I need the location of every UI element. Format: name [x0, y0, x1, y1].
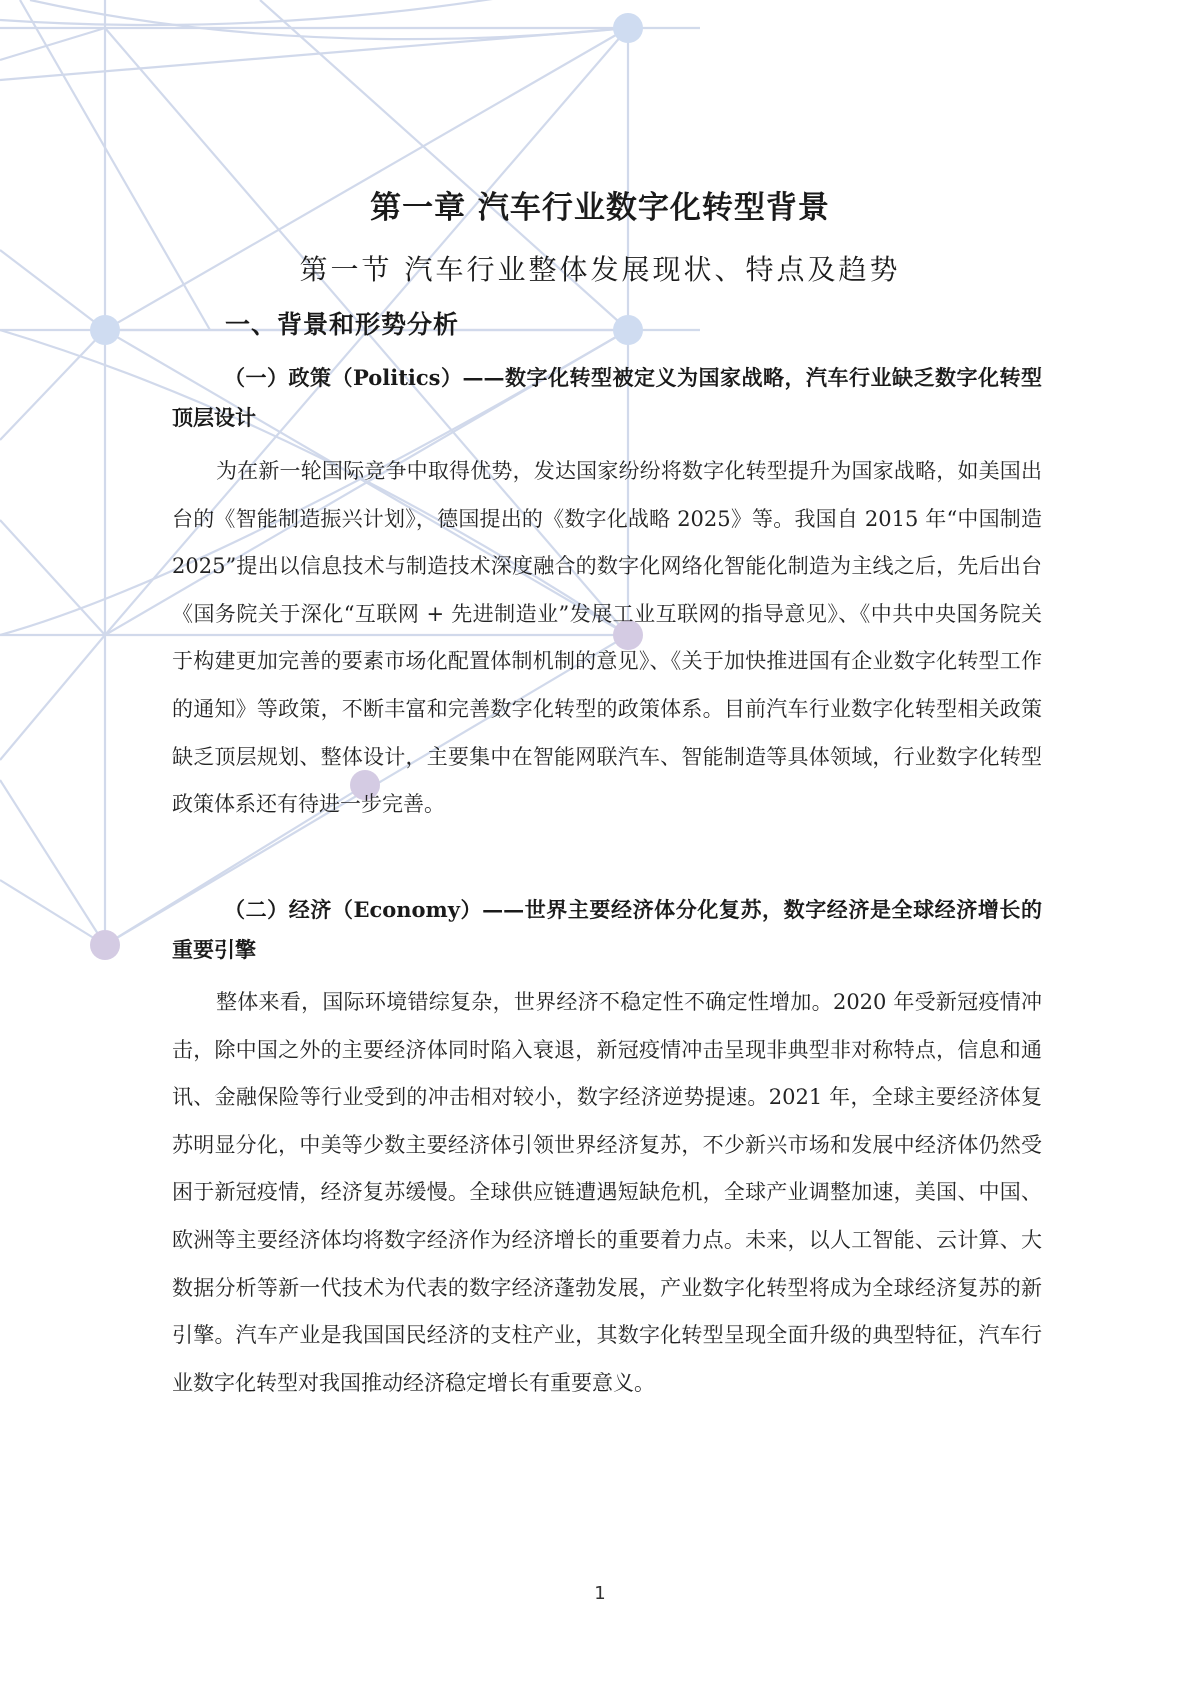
chapter-title: 第一章 汽车行业数字化转型背景	[370, 190, 830, 226]
heading-background-analysis: 一、背景和形势分析	[225, 310, 460, 339]
paragraph-economy: 整体来看，国际环境错综复杂，世界经济不稳定性不确定性增加。2020 年受新冠疫情冲击，除中国之外的主要经济体同时陷入衰退，新冠疫情冲击呈现非典型非对称特点，信息和通讯、金融保险等行业受到的冲击相对较小，数字经济逆势提速。2021 年，全球主要经济体复苏明显分化，中美等少数主要经济体引领世界经济复苏，不少新兴市场和发展中经济体仍然受困于新冠疫情，经济复苏缓慢。全球供应链遭遇短缺危机，全球产业调整加速，美国、中国、欧洲等主要经济体均将数字经济作为经济增长的重要着力点。未来，以人工智能、云计算、大数据分析等新一代技术为代表的数字经济蓬勃发展，产业数字化转型将成为全球经济复苏的新引擎。汽车产业是我国国民经济的支柱产业，其数字化转型呈现全面升级的典型特征，汽车行业数字化转型对我国推动经济稳定增长有重要意义。	[172, 990, 1042, 1395]
paragraph-politics: 为在新一轮国际竞争中取得优势，发达国家纷纷将数字化转型提升为国家战略，如美国出台的《智能制造振兴计划》，德国提出的《数字化战略 2025》等。我国自 2015 年“中国制造 2025”提出以信息技术与制造技术深度融合的数字化网络化智能化制造为主线之后，先后出台《国务院关于深化“互联网 + 先进制造业”发展工业互联网的指导意见》、《中共中央国务院关于构建更加完善的要素市场化配置体制机制的意见》、《关于加快推进国有企业数字化转型工作的通知》等政策，不断丰富和完善数字化转型的政策体系。目前汽车行业数字化转型相关政策缺乏顶层规划、整体设计，主要集中在智能网联汽车、智能制造等具体领域，行业数字化转型政策体系还有待进一步完善。	[172, 459, 1042, 817]
section-title: 第一节 汽车行业整体发展现状、特点及趋势	[299, 253, 901, 286]
heading-economy: （二）经济（Economy）——世界主要经济体分化复苏，数字经济是全球经济增长的重要引擎	[172, 897, 1042, 962]
page-number: 1	[594, 1583, 606, 1604]
heading-politics: （一）政策（Politics）——数字化转型被定义为国家战略，汽车行业缺乏数字化转型顶层设计	[172, 365, 1042, 430]
